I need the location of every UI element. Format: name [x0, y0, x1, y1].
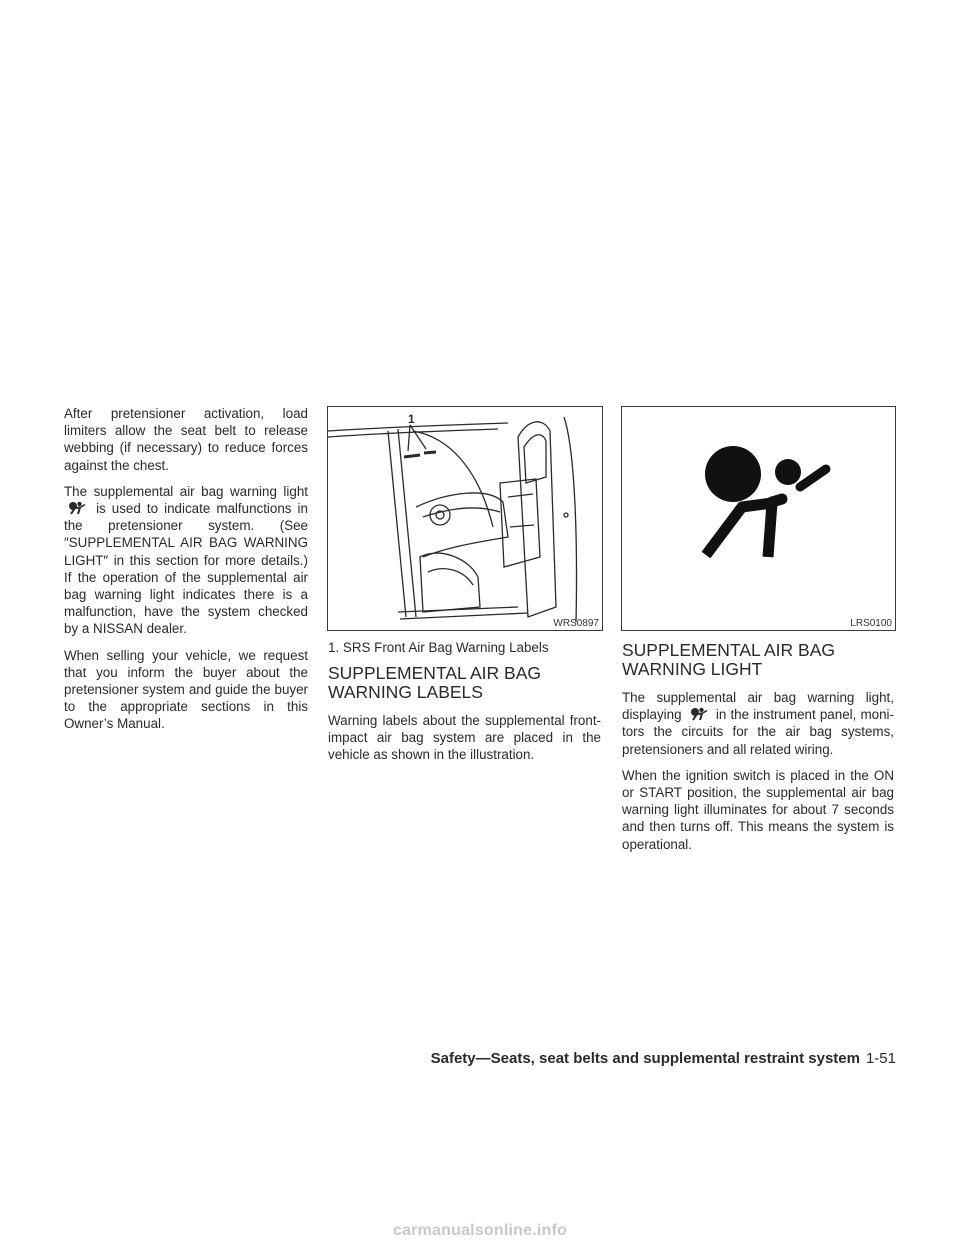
paragraph-selling-vehicle: When selling your vehicle, we request that you inform the buyer about the pretensioner system and guide the buyer to the appropriate sections in this Owner’s Manual. [64, 647, 308, 732]
car-door-illustration [328, 407, 602, 630]
airbag-warning-icon [686, 707, 712, 721]
column-right [622, 633, 894, 862]
figure-code: WRS0897 [553, 618, 599, 629]
heading-warning-labels: SUPPLEMENTAL AIR BAG WARNING LABELS [328, 663, 541, 702]
figure-caption: 1. SRS Front Air Bag Warning Labels [328, 640, 549, 655]
column-left [64, 405, 308, 742]
heading-warning-light: SUPPLEMENTAL AIR BAG WARNING LIGHT [622, 640, 835, 679]
figure-warning-labels [327, 406, 603, 631]
figure-code: LRS0100 [850, 618, 892, 629]
page-footer [431, 1050, 896, 1067]
airbag-warning-symbol [622, 407, 895, 630]
column-middle [328, 633, 601, 773]
figure-warning-light [621, 406, 896, 631]
paragraph-warning-light: The supplemental air bag warning light is used to indicate malfunctions in the pretensioner system. (See ″SUPPLEMENTAL AIR BAG WARNING LIGHT″ in this section for more details.) If the operation of the supplemental air bag warning light indicates there is a malfunction, have the system checked by a NISSAN dealer. [64, 483, 308, 637]
paragraph-warning-labels: Warning labels about the supplemental front-impact air bag system are placed in the vehicle as shown in the illustration. [328, 713, 601, 763]
paragraph-warning-light-monitor: The supplemental air bag warning light, displaying in the instrument panel, monitors the circuits for the air bag systems, pretensioners and all related wiring. [622, 690, 894, 757]
page-number: 1-51 [865, 1050, 896, 1067]
paragraph-load-limiters: After pretensioner activation, load limiters allow the seat belt to release webbing (if necessary) to reduce forces against the chest. [64, 406, 308, 473]
paragraph-ignition: When the ignition switch is placed in the ON or START position, the supplemental air bag warning light illuminates for about 7 seconds and then turns off. This means the system is operational. [622, 767, 894, 852]
callout-number: 1 [408, 412, 415, 426]
footer-section-title: Safety—Seats, seat belts and supplemental restraint system [430, 1050, 860, 1067]
watermark: carmanualsonline.info [392, 1222, 567, 1239]
airbag-warning-icon [64, 501, 90, 515]
